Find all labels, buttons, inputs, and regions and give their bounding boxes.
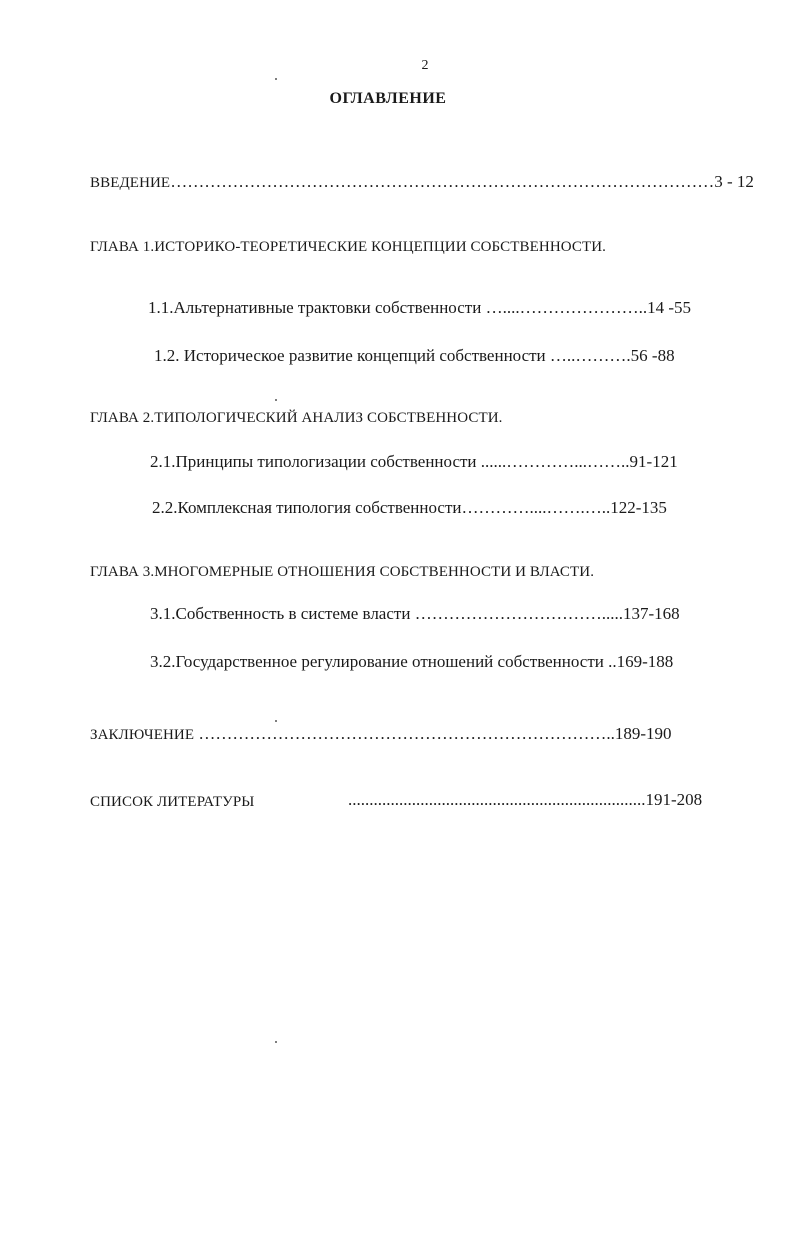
toc-entry-label: 1.2. Историческое развитие концепций собственности (154, 346, 546, 365)
toc-page-range: 91-121 (629, 452, 678, 471)
toc-entry-bibliography (348, 789, 702, 811)
toc-leader: …..………. (545, 346, 631, 365)
toc-entry-label: ВВЕДЕНИЕ (90, 175, 171, 191)
chapter-2-heading: ГЛАВА 2.ТИПОЛОГИЧЕСКИЙ АНАЛИЗ СОБСТВЕННОСТИ. (90, 410, 503, 426)
toc-leader: ……………………………………………………………….. (194, 724, 615, 743)
page-title: ОГЛАВЛЕНИЕ (329, 90, 447, 107)
toc-entry-intro (90, 171, 754, 194)
toc-entry-1-2 (154, 345, 675, 367)
toc-page-range: 189-190 (614, 724, 672, 743)
toc-page-range: 191-208 (645, 790, 703, 809)
page-number: 2 (421, 58, 429, 73)
toc-page-range: 3 - 12 (714, 172, 754, 191)
scan-speck (275, 78, 277, 80)
toc-leader: …………....…….….. (461, 498, 611, 517)
scan-speck (275, 399, 277, 401)
toc-entry-label: 2.1.Принципы типологизации собственности (150, 452, 477, 471)
toc-entry-label: 3.2.Государственное регулирование отношений собственности (150, 652, 604, 671)
toc-page-range: 169-188 (616, 652, 674, 671)
toc-entry-2-2 (152, 497, 667, 519)
toc-entry-1-1 (148, 297, 691, 319)
toc-page-range: 122-135 (610, 498, 667, 517)
toc-entry-3-2 (150, 651, 673, 673)
toc-leader: ……………………………..... (410, 604, 623, 623)
toc-entry-2-1 (150, 451, 678, 473)
toc-page-range: 137-168 (622, 604, 680, 623)
toc-entry-label: ЗАКЛЮЧЕНИЕ (90, 727, 195, 743)
toc-entry-3-1 (150, 603, 680, 625)
toc-leader: ...................................................................... (348, 790, 646, 809)
scan-speck (275, 720, 277, 722)
toc-leader: …………………………………………………………………………………… (170, 172, 715, 191)
toc-entry-conclusion (90, 723, 672, 746)
scan-speck (275, 1041, 277, 1043)
toc-entry-label: 3.1.Собственность в системе власти (150, 604, 411, 623)
toc-entry-bibliography-label: СПИСОК ЛИТЕРАТУРЫ (90, 794, 255, 810)
toc-page-range: 14 -55 (647, 298, 691, 317)
chapter-1-heading: ГЛАВА 1.ИСТОРИКО-ТЕОРЕТИЧЕСКИЕ КОНЦЕПЦИИ СОБСТВЕННОСТИ. (90, 239, 607, 255)
toc-leader: .. (603, 652, 617, 671)
chapter-3-heading: ГЛАВА 3.МНОГОМЕРНЫЕ ОТНОШЕНИЯ СОБСТВЕННОСТИ И ВЛАСТИ. (90, 564, 595, 580)
toc-leader: ......…………...…….. (476, 452, 630, 471)
toc-leader: …....………………….. (481, 298, 648, 317)
toc-page-range: 56 -88 (630, 346, 675, 365)
toc-entry-label: 1.1.Альтернативные трактовки собственности (148, 298, 482, 317)
toc-entry-label: 2.2.Комплексная типология собственности (152, 498, 462, 517)
